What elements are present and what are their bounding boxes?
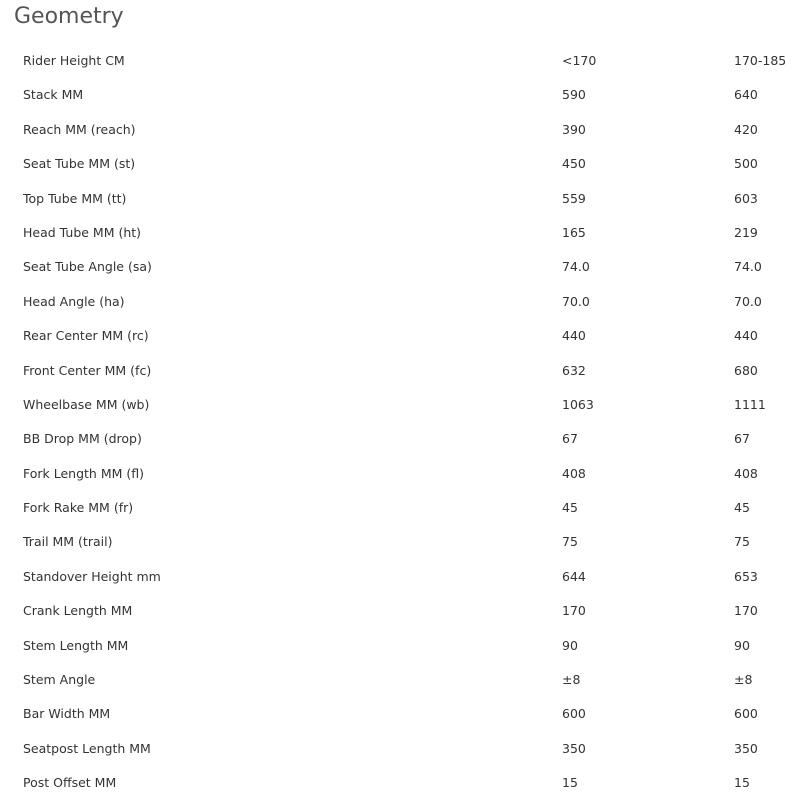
size-2-value: 420	[734, 121, 758, 137]
size-1-value: 165	[562, 224, 586, 240]
table-row	[0, 663, 800, 697]
table-row	[0, 491, 800, 525]
table-row	[0, 354, 800, 388]
row-label: Bar Width MM	[23, 706, 111, 722]
size-1-value: 74.0	[562, 259, 590, 275]
table-row	[0, 182, 800, 216]
size-2-value: 74.0	[734, 259, 762, 275]
row-label: Stem Angle	[23, 672, 96, 688]
size-1-value: 170	[562, 603, 586, 619]
table-row	[0, 629, 800, 663]
table-row	[0, 285, 800, 319]
size-2-value: 440	[734, 328, 758, 344]
size-2-value: 170	[734, 603, 758, 619]
row-label: Rear Center MM (rc)	[23, 328, 149, 344]
row-label: Seatpost Length MM	[23, 740, 151, 756]
table-row	[0, 457, 800, 491]
size-1-value: 90	[562, 637, 578, 653]
row-label: Rider Height CM	[23, 53, 125, 68]
row-label: Front Center MM (fc)	[23, 362, 152, 378]
row-label: Trail MM (trail)	[23, 534, 113, 550]
size-2-value: 680	[734, 362, 758, 378]
size-1-value: 590	[562, 87, 586, 103]
size-1-value: 1063	[562, 396, 594, 412]
size-1-value: 390	[562, 121, 586, 137]
table-row	[0, 560, 800, 594]
size-2-value: 15	[734, 775, 750, 791]
size-1-value: 67	[562, 431, 578, 447]
table-row	[0, 732, 800, 766]
row-label: Wheelbase MM (wb)	[23, 396, 150, 412]
size-1-value: 440	[562, 328, 586, 344]
table-row	[0, 697, 800, 731]
table-row	[0, 113, 800, 147]
size-1-value: 632	[562, 362, 586, 378]
size-2-value: 603	[734, 190, 758, 206]
row-label: Stack MM	[23, 87, 84, 103]
size-1-value: 644	[562, 568, 586, 584]
size-1-value: 350	[562, 740, 586, 756]
table-row	[0, 44, 800, 78]
row-label: Seat Tube MM (st)	[23, 156, 136, 172]
table-row	[0, 766, 800, 800]
size-2-value: 408	[734, 465, 758, 481]
size-2-value: 67	[734, 431, 750, 447]
table-row	[0, 422, 800, 456]
row-label: Head Tube MM (ht)	[23, 224, 142, 240]
row-label: Fork Rake MM (fr)	[23, 500, 134, 516]
size-1-value: 559	[562, 190, 586, 206]
size-2-value: 653	[734, 568, 758, 584]
size-2-value: ±8	[734, 672, 753, 688]
table-row	[0, 594, 800, 628]
size-1-value: 75	[562, 534, 578, 550]
size-2-value: 70.0	[734, 293, 762, 309]
size-2-value: 500	[734, 156, 758, 172]
size-1-value: 70.0	[562, 293, 590, 309]
row-label: Fork Length MM (fl)	[23, 465, 145, 481]
table-row	[0, 78, 800, 112]
size-1-value: 600	[562, 706, 586, 722]
size-2-value: 45	[734, 500, 750, 516]
row-label: Standover Height mm	[23, 568, 161, 584]
size-2-value: 75	[734, 534, 750, 550]
size-1-value: 45	[562, 500, 578, 516]
size-2-value: 1111	[734, 396, 766, 412]
table-row	[0, 216, 800, 250]
page-title: Geometry	[14, 4, 124, 29]
size-2-value: 350	[734, 740, 758, 756]
size-1-value: <170	[562, 53, 597, 68]
size-2-value: 600	[734, 706, 758, 722]
row-label: Head Angle (ha)	[23, 293, 125, 309]
size-2-value: 219	[734, 224, 758, 240]
table-row	[0, 525, 800, 559]
table-row	[0, 388, 800, 422]
size-2-value: 90	[734, 637, 750, 653]
row-label: Post Offset MM	[23, 775, 117, 791]
row-label: Crank Length MM	[23, 603, 133, 619]
row-label: Top Tube MM (tt)	[23, 190, 127, 206]
geometry-table	[0, 44, 800, 801]
size-2-value: 640	[734, 87, 758, 103]
size-1-value: 15	[562, 775, 578, 791]
size-1-value: 408	[562, 465, 586, 481]
row-label: Seat Tube Angle (sa)	[23, 259, 152, 275]
row-label: Reach MM (reach)	[23, 121, 136, 137]
table-row	[0, 147, 800, 181]
table-row	[0, 319, 800, 353]
size-1-value: ±8	[562, 672, 581, 688]
row-label: BB Drop MM (drop)	[23, 431, 142, 447]
table-row	[0, 250, 800, 284]
size-1-value: 450	[562, 156, 586, 172]
row-label: Stem Length MM	[23, 637, 129, 653]
size-2-value: 170-185	[734, 53, 787, 68]
